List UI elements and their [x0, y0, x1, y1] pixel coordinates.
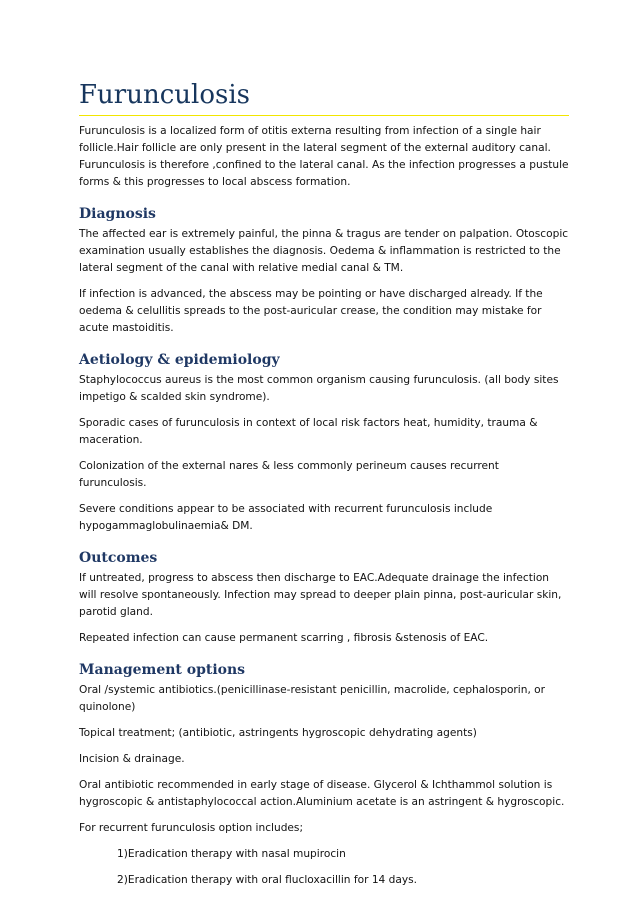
aetiology-paragraph: Sporadic cases of furunculosis in context of local risk factors heat, humidity, trauma & maceration.: [79, 417, 538, 446]
management-paragraph: For recurrent furunculosis option includes;: [79, 822, 304, 834]
diagnosis-heading: Diagnosis: [79, 206, 156, 222]
management-paragraph: Topical treatment; (antibiotic, astringents hygroscopic dehydrating agents): [79, 727, 477, 739]
management-paragraph: Oral /systemic antibiotics.(penicillinase-resistant penicillin, macrolide, cephalosporin, or quinolone): [79, 684, 546, 713]
page-title: Furunculosis: [79, 77, 569, 116]
aetiology-paragraph: Colonization of the external nares & less commonly perineum causes recurrent furunculosis.: [79, 460, 499, 489]
aetiology-paragraph: Staphylococcus aureus is the most common organism causing furunculosis. (all body sites impetigo & scalded skin syndrome).: [79, 374, 559, 403]
intro-paragraph: Furunculosis is a localized form of otitis externa resulting from infection of a single hair follicle.Hair follicle are only present in the lateral segment of the external auditory canal. Furunculosis is therefore ,confined to the lateral canal. As the infection progresses a pustule forms & this progresses to local abscess formation.: [79, 125, 569, 188]
aetiology-paragraph: Severe conditions appear to be associated with recurrent furunculosis include hypogammaglobulinaemia& DM.: [79, 503, 493, 532]
management-option-item: 1)Eradication therapy with nasal mupirocin: [117, 848, 346, 860]
diagnosis-paragraph: The affected ear is extremely painful, the pinna & tragus are tender on palpation. Otoscopic examination usually establishes the diagnosis. Oedema & inflammation is restricted to the lateral segment of the canal with relative medial canal & TM.: [79, 228, 569, 274]
management-paragraph: Oral antibiotic recommended in early stage of disease. Glycerol & Ichthammol solution is hygroscopic & antistaphylococcal action.Aluminium acetate is an astringent & hygroscopic.: [79, 779, 565, 808]
aetiology-heading: Aetiology & epidemiology: [79, 352, 280, 368]
outcomes-heading: Outcomes: [79, 550, 158, 566]
outcomes-paragraph: Repeated infection can cause permanent scarring , fibrosis &stenosis of EAC.: [79, 632, 489, 644]
management-option-item: 2)Eradication therapy with oral flucloxacillin for 14 days.: [117, 874, 418, 886]
diagnosis-paragraph: If infection is advanced, the abscess may be pointing or have discharged already. If the oedema & celullitis spreads to the post-auricular crease, the condition may mistake for acute mastoiditis.: [79, 288, 543, 334]
outcomes-paragraph: If untreated, progress to abscess then discharge to EAC.Adequate drainage the infection will resolve spontaneously. Infection may spread to deeper plain pinna, post-auricular skin, parotid gland.: [79, 572, 562, 618]
document-body: [79, 77, 569, 898]
management-heading: Management options: [79, 662, 246, 678]
management-paragraph: Incision & drainage.: [79, 753, 185, 765]
